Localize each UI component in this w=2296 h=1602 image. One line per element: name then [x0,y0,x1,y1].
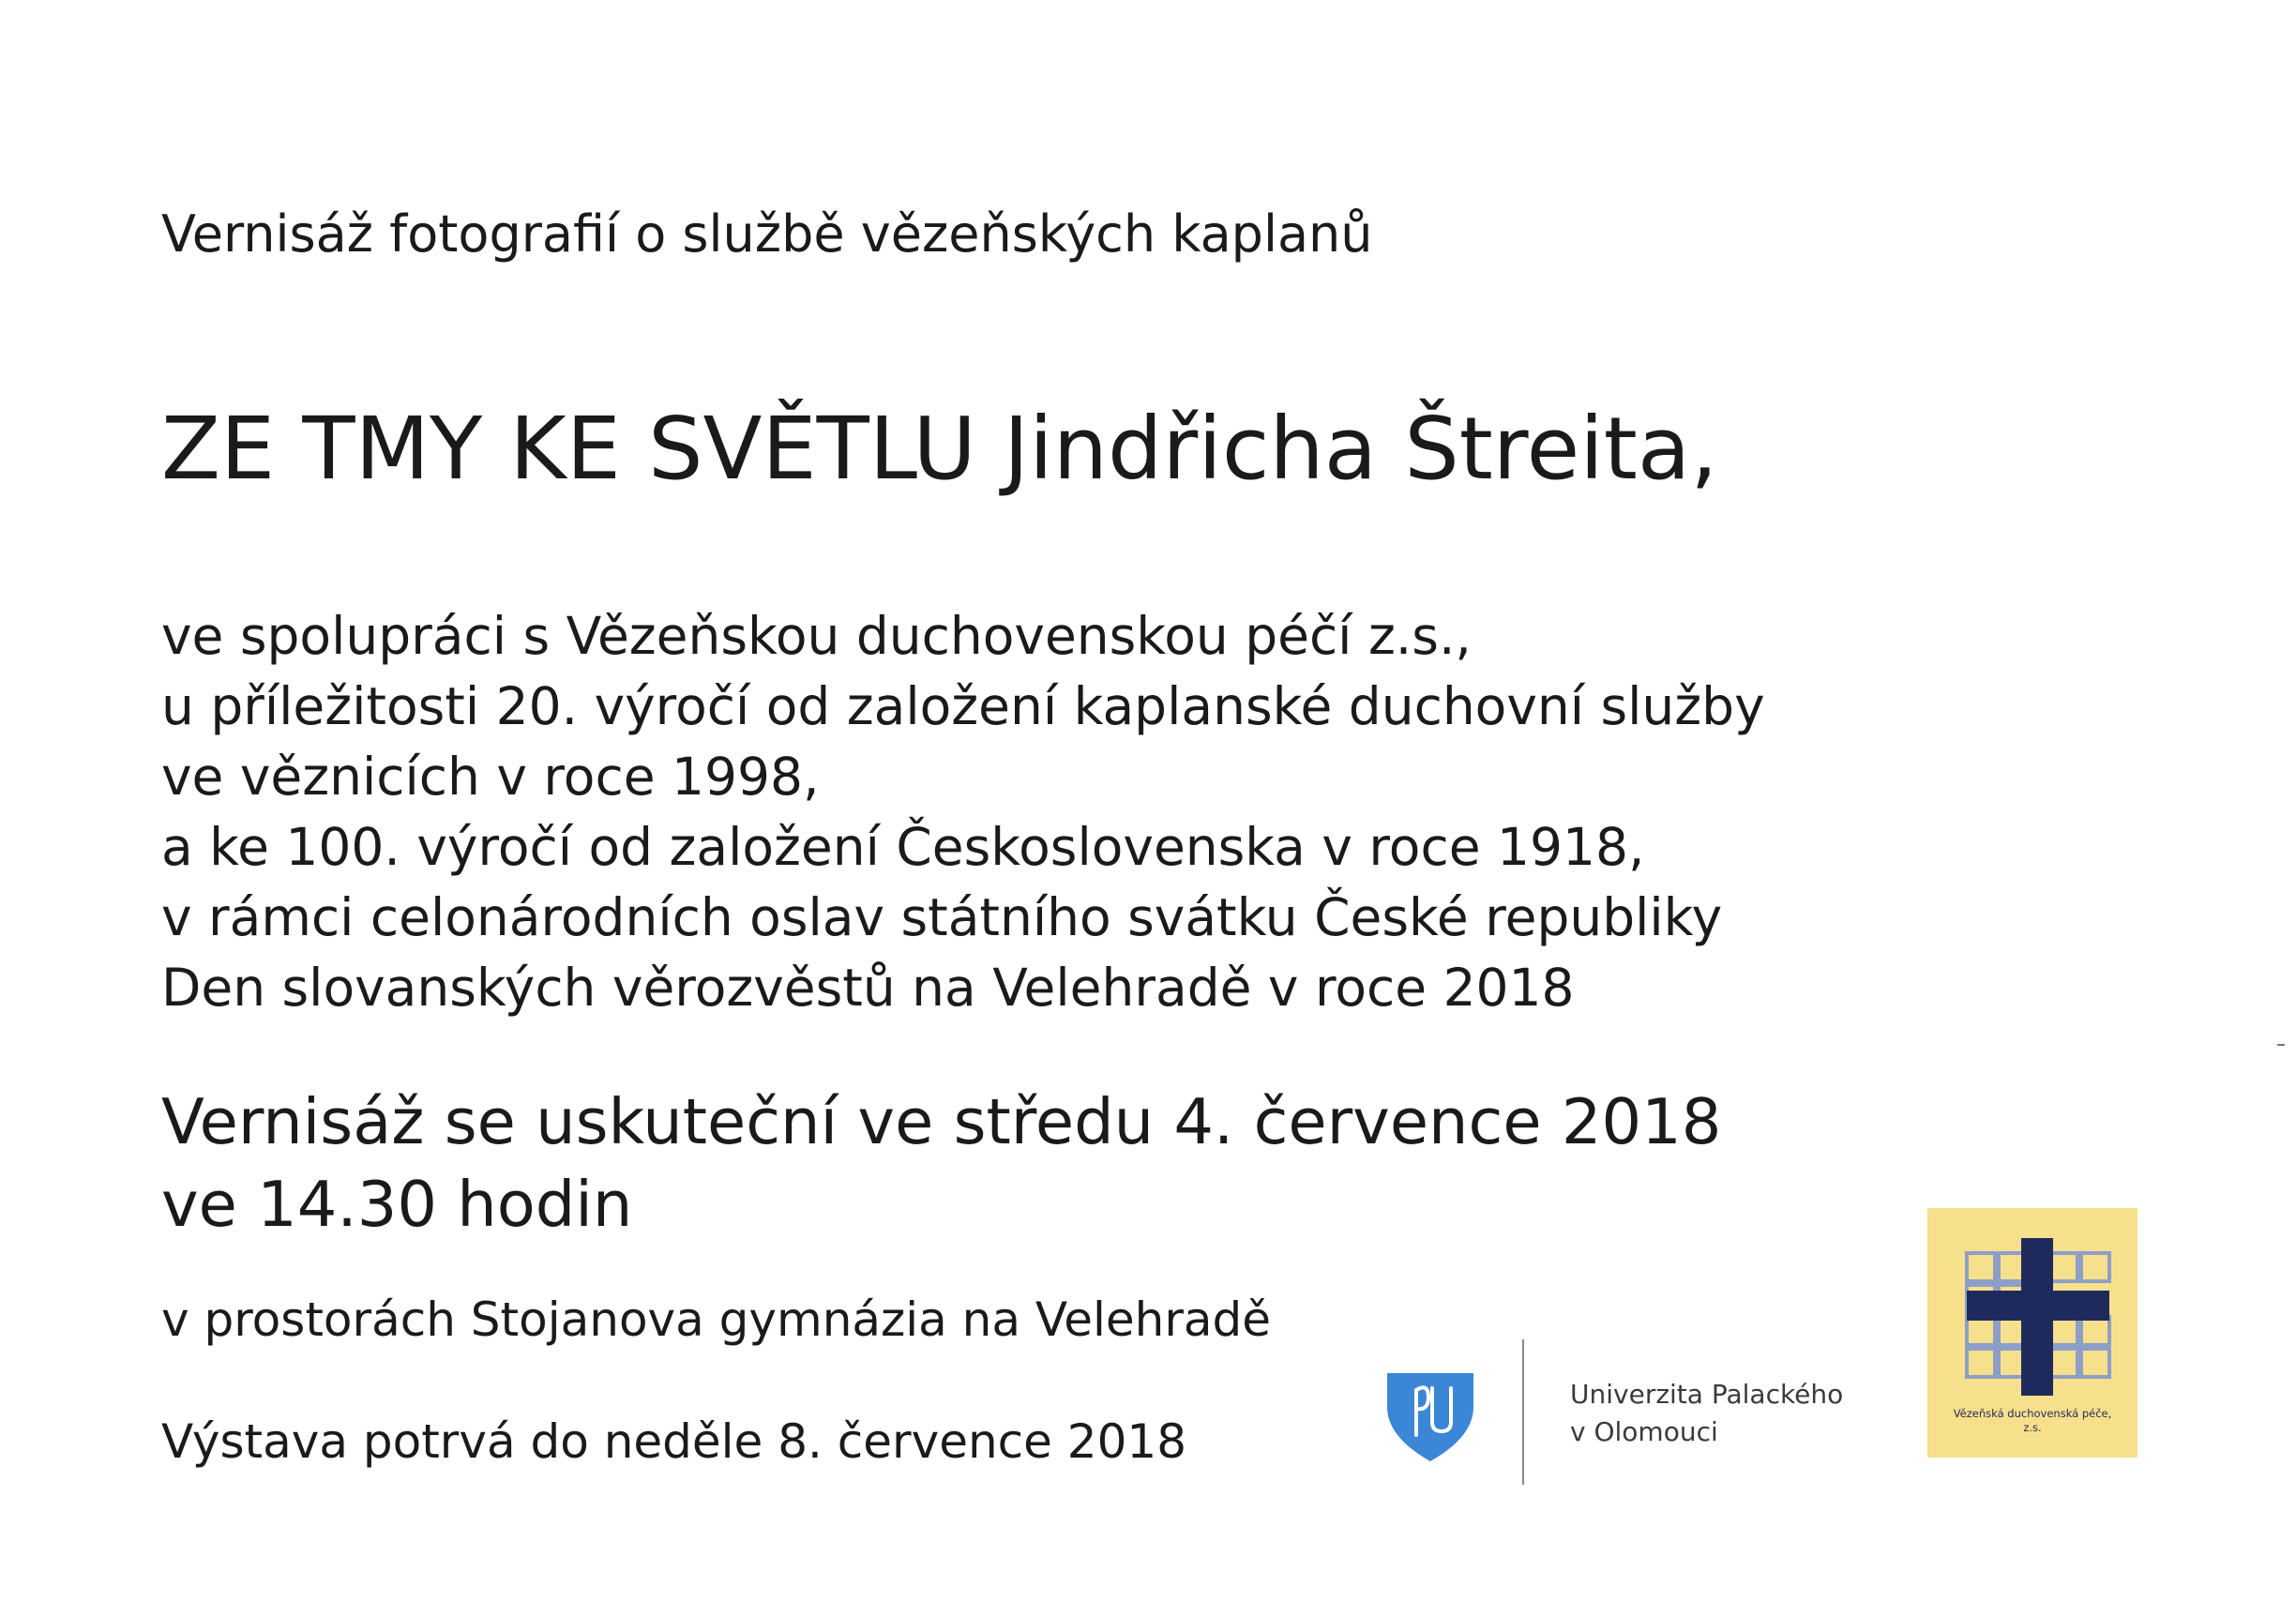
university-name [1570,1376,1843,1451]
intro-line-6: Den slovanských věrozvěstů na Velehradě v roce 2018 [161,958,1575,1018]
prison-chaplaincy-caption-line-1: Vězeňská duchovenská péče, [1953,1407,2112,1420]
university-shield-logo [1385,1369,1475,1463]
university-name-line-2: v Olomouci [1570,1416,1718,1447]
intro-line-5: v rámci celonárodních oslav státního svátku České republiky [161,887,1723,947]
scan-mark [2277,1044,2285,1046]
venue-text: v prostorách Stojanova gymnázia na Velehradě [161,1292,1272,1347]
exhibition-end-date: Výstava potrvá do neděle 8. července 2018 [161,1414,1187,1469]
prison-chaplaincy-caption-line-2: z.s. [2023,1421,2042,1434]
exhibition-subtitle: Vernisáž fotografií o službě vězeňských kaplanů [161,204,1373,264]
intro-line-3: ve věznicích v roce 1998, [161,747,820,807]
intro-line-4: a ke 100. výročí od založení Československa v roce 1918, [161,817,1645,877]
opening-time: ve 14.30 hodin [161,1168,633,1241]
exhibition-title: ZE TMY KE SVĚTLU Jindřicha Štreita, [161,399,1718,499]
opening-date: Vernisáž se uskuteční ve středu 4. července 2018 [161,1085,1722,1158]
cross-icon [1967,1238,2109,1396]
intro-line-1: ve spolupráci s Vězeňskou duchovenskou péčí z.s., [161,606,1472,666]
prison-chaplaincy-logo [1927,1208,2137,1458]
university-name-line-1: Univerzita Palackého [1570,1379,1844,1410]
logo-divider [1522,1339,1524,1485]
intro-line-2: u příležitosti 20. výročí od založení kaplanské duchovní služby [161,676,1765,736]
prison-chaplaincy-caption [1927,1407,2137,1435]
